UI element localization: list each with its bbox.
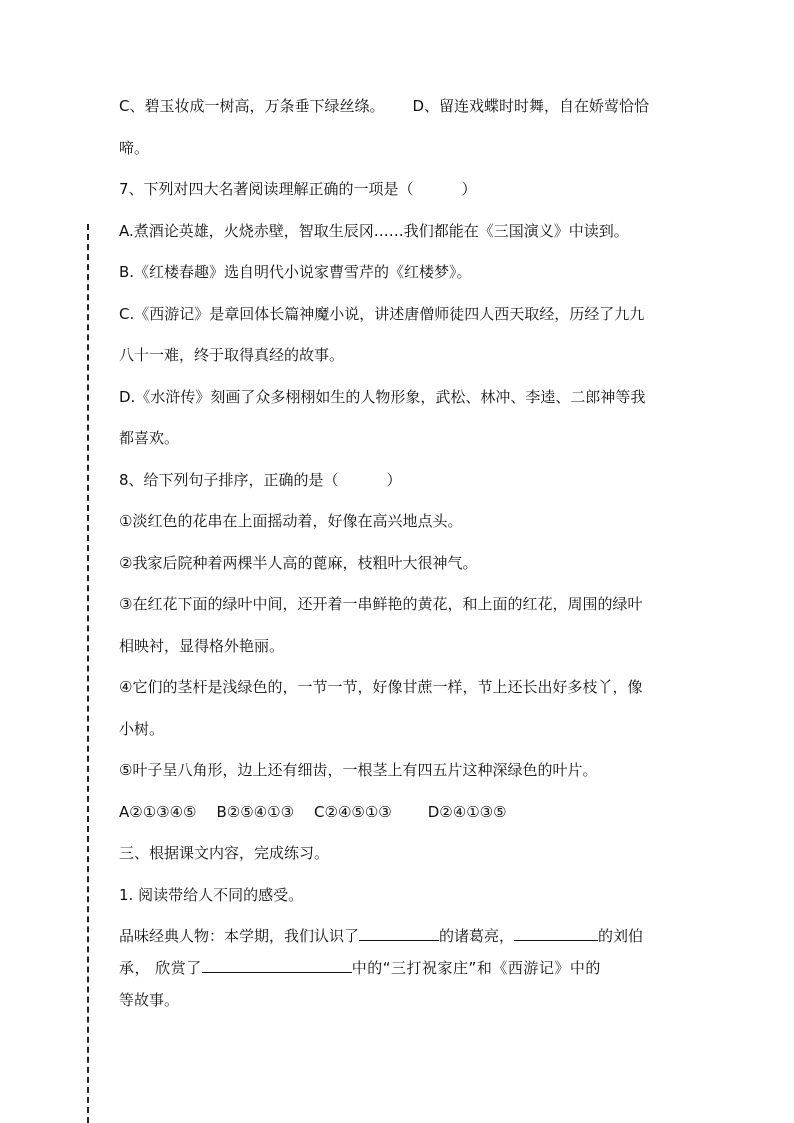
q7-option-c-continuation: 八十一难，终于取得真经的故事。 (119, 346, 345, 364)
q7-option-a: A.煮酒论英雄，火烧赤壁，智取生辰冈……我们都能在《三国演义》中读到。 (119, 222, 629, 240)
q6-option-d-continuation: 啼。 (119, 139, 150, 157)
q8-sentence-4-continuation: 小树。 (119, 720, 165, 738)
q7-option-c: C.《西游记》是章回体长篇神魔小说，讲述唐僧师徒四人西天取经，历经了九九 (119, 305, 645, 323)
q8-options (119, 802, 679, 822)
blank-2[interactable] (514, 926, 598, 941)
q8-question-text: 8、给下列句子排序，正确的是（ (119, 471, 339, 489)
q7-close-paren: ） (461, 180, 477, 198)
q8-option-c: C②④⑤①③ (314, 803, 392, 821)
q6-option-cd-line (119, 96, 679, 116)
blank-1[interactable] (359, 926, 439, 941)
q7-option-d-continuation: 都喜欢。 (119, 429, 180, 447)
q8-option-a: A②①③④⑤ (119, 803, 197, 821)
q8-sentence-2: ②我家后院种着两棵半人高的蓖麻，枝粗叶大很神气。 (119, 554, 478, 572)
q8-close-paren: ） (386, 471, 402, 489)
section-3-heading: 三、根据课文内容，完成练习。 (119, 844, 330, 862)
q8-sentence-3: ③在红花下面的绿叶中间，还开着一串鲜艳的黄花，和上面的红花，周围的绿叶 (119, 595, 643, 613)
q7-option-b: B.《红楼春趣》选自明代小说家曹雪芹的《红楼梦》。 (119, 263, 472, 281)
q6-option-c: C、碧玉妆成一树高，万条垂下绿丝绦。 (119, 97, 385, 115)
q8-option-b: B②⑤④①③ (216, 803, 295, 821)
binding-cut-line (87, 224, 89, 1123)
q8-question (119, 470, 679, 490)
section-3-fill-line-3: 等故事。 (119, 991, 180, 1009)
section-3-item-1: 1. 阅读带给人不同的感受。 (119, 886, 304, 904)
q7-question-text: 7、下列对四大名著阅读理解正确的一项是（ (119, 180, 414, 198)
fill-line-1-text-b: 的诸葛亮， (439, 927, 515, 945)
fill-line-1-text-a: 品味经典人物：本学期，我们认识了 (119, 927, 360, 945)
fill-line-2-text-b: 中的“三打祝家庄”和《西游记》中的 (351, 959, 601, 977)
section-3-fill-line-2 (119, 958, 679, 978)
q8-sentence-3-continuation: 相映衬，显得格外艳丽。 (119, 637, 285, 655)
fill-line-1-text-c: 的刘伯 (598, 927, 644, 945)
fill-line-2-text-a: 承， 欣赏了 (119, 959, 202, 977)
q7-option-d: D.《水浒传》刻画了众多栩栩如生的人物形象，武松、林冲、李逵、二郎神等我 (119, 388, 646, 406)
q7-question (119, 179, 679, 199)
q8-sentence-4: ④它们的茎杆是浅绿色的，一节一节，好像甘蔗一样，节上还长出好多枝丫，像 (119, 678, 643, 696)
q6-option-d: D、留连戏蝶时时舞，自在娇莺恰恰 (412, 97, 650, 115)
blank-3[interactable] (202, 958, 352, 973)
section-3-fill-line-1 (119, 926, 679, 946)
q8-option-d: D②④①③⑤ (427, 803, 507, 821)
q8-sentence-1: ①淡红色的花串在上面摇动着，好像在高兴地点头。 (119, 512, 463, 530)
q8-sentence-5: ⑤叶子呈八角形，边上还有细齿，一根茎上有四五片这种深绿色的叶片。 (119, 761, 598, 779)
